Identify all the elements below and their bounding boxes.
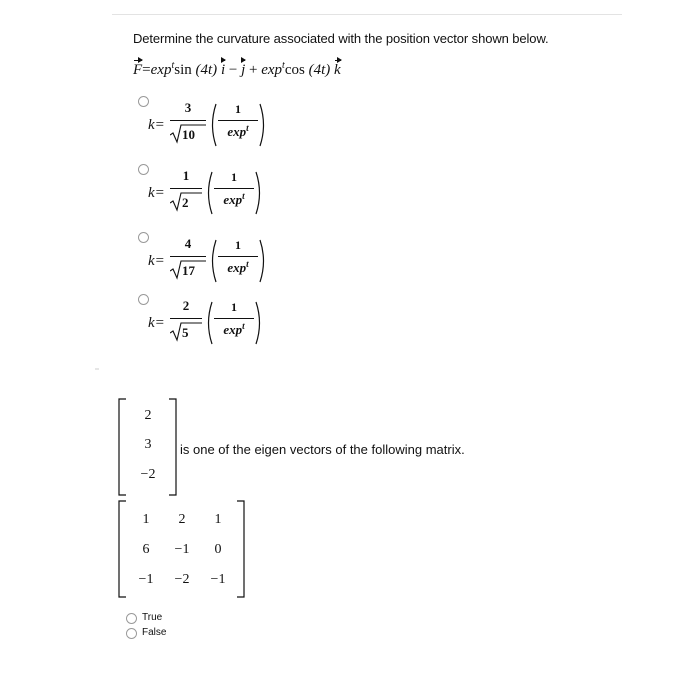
option-a-fraction: 3 10 [170,100,206,148]
option-c-radio[interactable] [138,232,149,243]
matrix-cell: −2 [174,572,190,587]
vector-f-symbol: F [133,62,143,78]
matrix-cell: 1 [142,512,150,527]
vector-entry: 3 [144,437,152,452]
option-a-radio[interactable] [138,96,149,107]
unit-vector-j: j [241,62,246,78]
option-b-inner-fraction: 1 $\exp^t$ [204,168,262,218]
option-c-inner-fraction: 1 $\exp^t$ [208,236,266,286]
question-1-prompt: Determine the curvature associated with the position vector shown below. [133,31,549,46]
question-2-statement: is one of the eigen vectors of the following matrix. [180,442,465,457]
coefficient-matrix [118,500,246,598]
matrix-cell: 6 [142,542,150,557]
unit-vector-i: i [220,62,226,78]
matrix-cell: −1 [174,542,190,557]
option-a-inner-fraction: 1 $\exp^t$ [208,100,266,150]
option-d-fraction: 2 5 [170,298,202,346]
vector-entry: −2 [140,467,156,482]
vector-entry: 2 [144,408,152,423]
option-d-inner-fraction: 1 $\exp^t$ [204,298,262,348]
page-margin-mark [95,368,99,370]
matrix-cell: 0 [214,542,222,557]
option-d-radio[interactable] [138,294,149,305]
true-label[interactable]: True [142,612,163,623]
matrix-cell: −1 [138,572,154,587]
position-vector-equation: $F=\exp^t\sin$ (4t) $i - j + \exp^t\cos$ (4t) k [133,60,341,78]
matrix-cell: −1 [210,572,226,587]
unit-vector-k: k [334,62,341,78]
false-label[interactable]: False [142,627,167,638]
false-radio[interactable] [126,628,137,639]
option-b-radio[interactable] [138,164,149,175]
top-divider [112,14,622,15]
true-radio[interactable] [126,613,137,624]
matrix-cell: 1 [214,512,222,527]
eigen-vector [118,398,178,496]
option-c-fraction: 4 17 [170,236,206,284]
matrix-cell: 2 [178,512,186,527]
option-b-fraction: 1 2 [170,168,202,216]
